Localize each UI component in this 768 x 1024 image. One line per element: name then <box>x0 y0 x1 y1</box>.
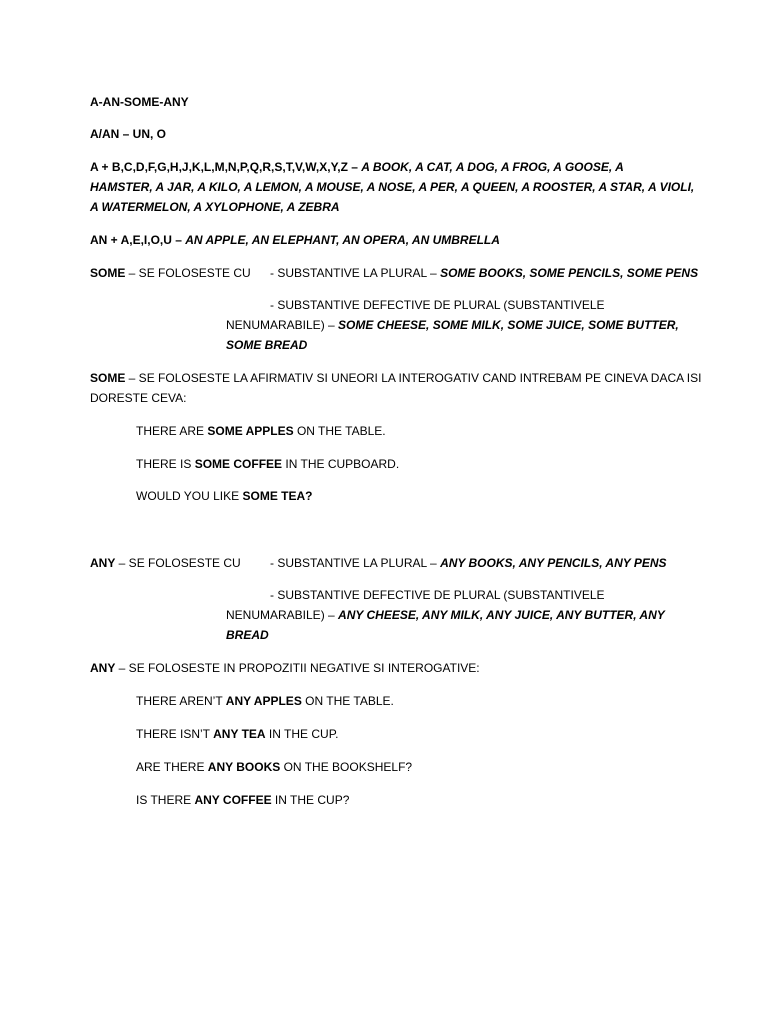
some-bullet-2-examples-1: SOME CHEESE, SOME MILK, SOME JUICE, SOME BUTTER, <box>338 318 679 332</box>
example-post: ? <box>305 489 313 503</box>
example-post: IN THE CUP. <box>265 727 339 741</box>
some-example-1 <box>136 421 386 441</box>
example-post: ON THE TABLE. <box>301 694 394 708</box>
some-bullet-2-cont <box>226 315 679 335</box>
a-rule-line-1 <box>90 157 624 177</box>
any-bullet-2-cont-text: NENUMARABILE) – <box>226 608 339 622</box>
some-rule-text-1: – SE FOLOSESTE LA AFIRMATIV SI UNEORI LA INTEROGATIV CAND INTREBAM PE CINEVA DACA ISI <box>125 371 702 385</box>
example-key: SOME APPLES <box>207 424 294 438</box>
example-post: ON THE TABLE. <box>293 424 386 438</box>
any-example-4 <box>136 790 349 810</box>
any-bullet-1-text: - SUBSTANTIVE LA PLURAL – <box>270 556 441 570</box>
example-key: SOME COFFEE <box>194 457 283 471</box>
any-rule-text: – SE FOLOSESTE IN PROPOZITII NEGATIVE SI INTEROGATIVE: <box>115 661 480 675</box>
any-bullet-1-examples: ANY BOOKS, ANY PENCILS, ANY PENS <box>440 556 667 570</box>
any-bullet-2-cont <box>226 605 665 625</box>
a-an-heading: A/AN – UN, O <box>90 127 167 141</box>
any-bullet-1 <box>270 553 667 573</box>
example-pre: THERE ARE <box>136 424 208 438</box>
some-example-3 <box>136 486 313 506</box>
example-key: ANY APPLES <box>225 694 302 708</box>
a-rule-examples-3: A WATERMELON, A XYLOPHONE, A ZEBRA <box>90 200 340 214</box>
some-bullet-1-text: - SUBSTANTIVE LA PLURAL – <box>270 266 441 280</box>
any-usage-lead-rest: – SE FOLOSESTE CU <box>115 556 241 570</box>
some-rule-line-1 <box>90 368 701 388</box>
an-rule-lead: AN + A,E,I,O,U – <box>90 233 186 247</box>
example-key: SOME TEA <box>242 489 306 503</box>
any-example-3 <box>136 757 412 777</box>
some-bullet-2: - SUBSTANTIVE DEFECTIVE DE PLURAL (SUBSTANTIVELE <box>270 298 605 312</box>
some-bullet-1 <box>270 263 698 283</box>
any-rule-keyword: ANY <box>90 661 116 675</box>
example-post: IN THE CUP? <box>271 793 350 807</box>
an-rule-line <box>90 230 500 250</box>
example-pre: THERE IS <box>136 457 195 471</box>
any-usage-keyword: ANY <box>90 556 116 570</box>
any-example-2 <box>136 724 339 744</box>
example-pre: THERE AREN’T <box>136 694 226 708</box>
some-bullet-1-examples: SOME BOOKS, SOME PENCILS, SOME PENS <box>440 266 699 280</box>
document-title: A-AN-SOME-ANY <box>90 95 189 109</box>
example-key: ANY TEA <box>213 727 266 741</box>
an-rule-examples: AN APPLE, AN ELEPHANT, AN OPERA, AN UMBRELLA <box>185 233 500 247</box>
a-rule-examples-2: HAMSTER, A JAR, A KILO, A LEMON, A MOUSE, A NOSE, A PER, A QUEEN, A ROOSTER, A STAR, A VIOLI, <box>90 180 695 194</box>
a-rule-examples-1: A BOOK, A CAT, A DOG, A FROG, A GOOSE, A <box>361 160 624 174</box>
some-usage-keyword: SOME <box>90 266 126 280</box>
some-example-2 <box>136 454 399 474</box>
example-key: ANY BOOKS <box>207 760 281 774</box>
some-rule-text-2: DORESTE CEVA: <box>90 391 187 405</box>
example-pre: IS THERE <box>136 793 195 807</box>
some-rule-keyword: SOME <box>90 371 126 385</box>
example-pre: WOULD YOU LIKE <box>136 489 243 503</box>
example-post: IN THE CUPBOARD. <box>282 457 400 471</box>
example-pre: ARE THERE <box>136 760 208 774</box>
some-usage-lead-rest: – SE FOLOSESTE CU <box>125 266 251 280</box>
example-key: ANY COFFEE <box>194 793 272 807</box>
example-post: ON THE BOOKSHELF? <box>280 760 413 774</box>
any-usage-lead <box>90 553 241 573</box>
some-bullet-2-examples-2: SOME BREAD <box>226 338 308 352</box>
some-bullet-2-cont-text: NENUMARABILE) – <box>226 318 339 332</box>
some-usage-lead <box>90 263 251 283</box>
any-example-1 <box>136 691 394 711</box>
a-rule-lead: A + B,C,D,F,G,H,J,K,L,M,N,P,Q,R,S,T,V,W,X,Y,Z – <box>90 160 362 174</box>
any-bullet-2: - SUBSTANTIVE DEFECTIVE DE PLURAL (SUBSTANTIVELE <box>270 588 605 602</box>
any-rule-line <box>90 658 480 678</box>
any-bullet-2-examples-1: ANY CHEESE, ANY MILK, ANY JUICE, ANY BUTTER, ANY <box>338 608 665 622</box>
any-bullet-2-examples-2: BREAD <box>226 628 269 642</box>
example-pre: THERE ISN’T <box>136 727 214 741</box>
